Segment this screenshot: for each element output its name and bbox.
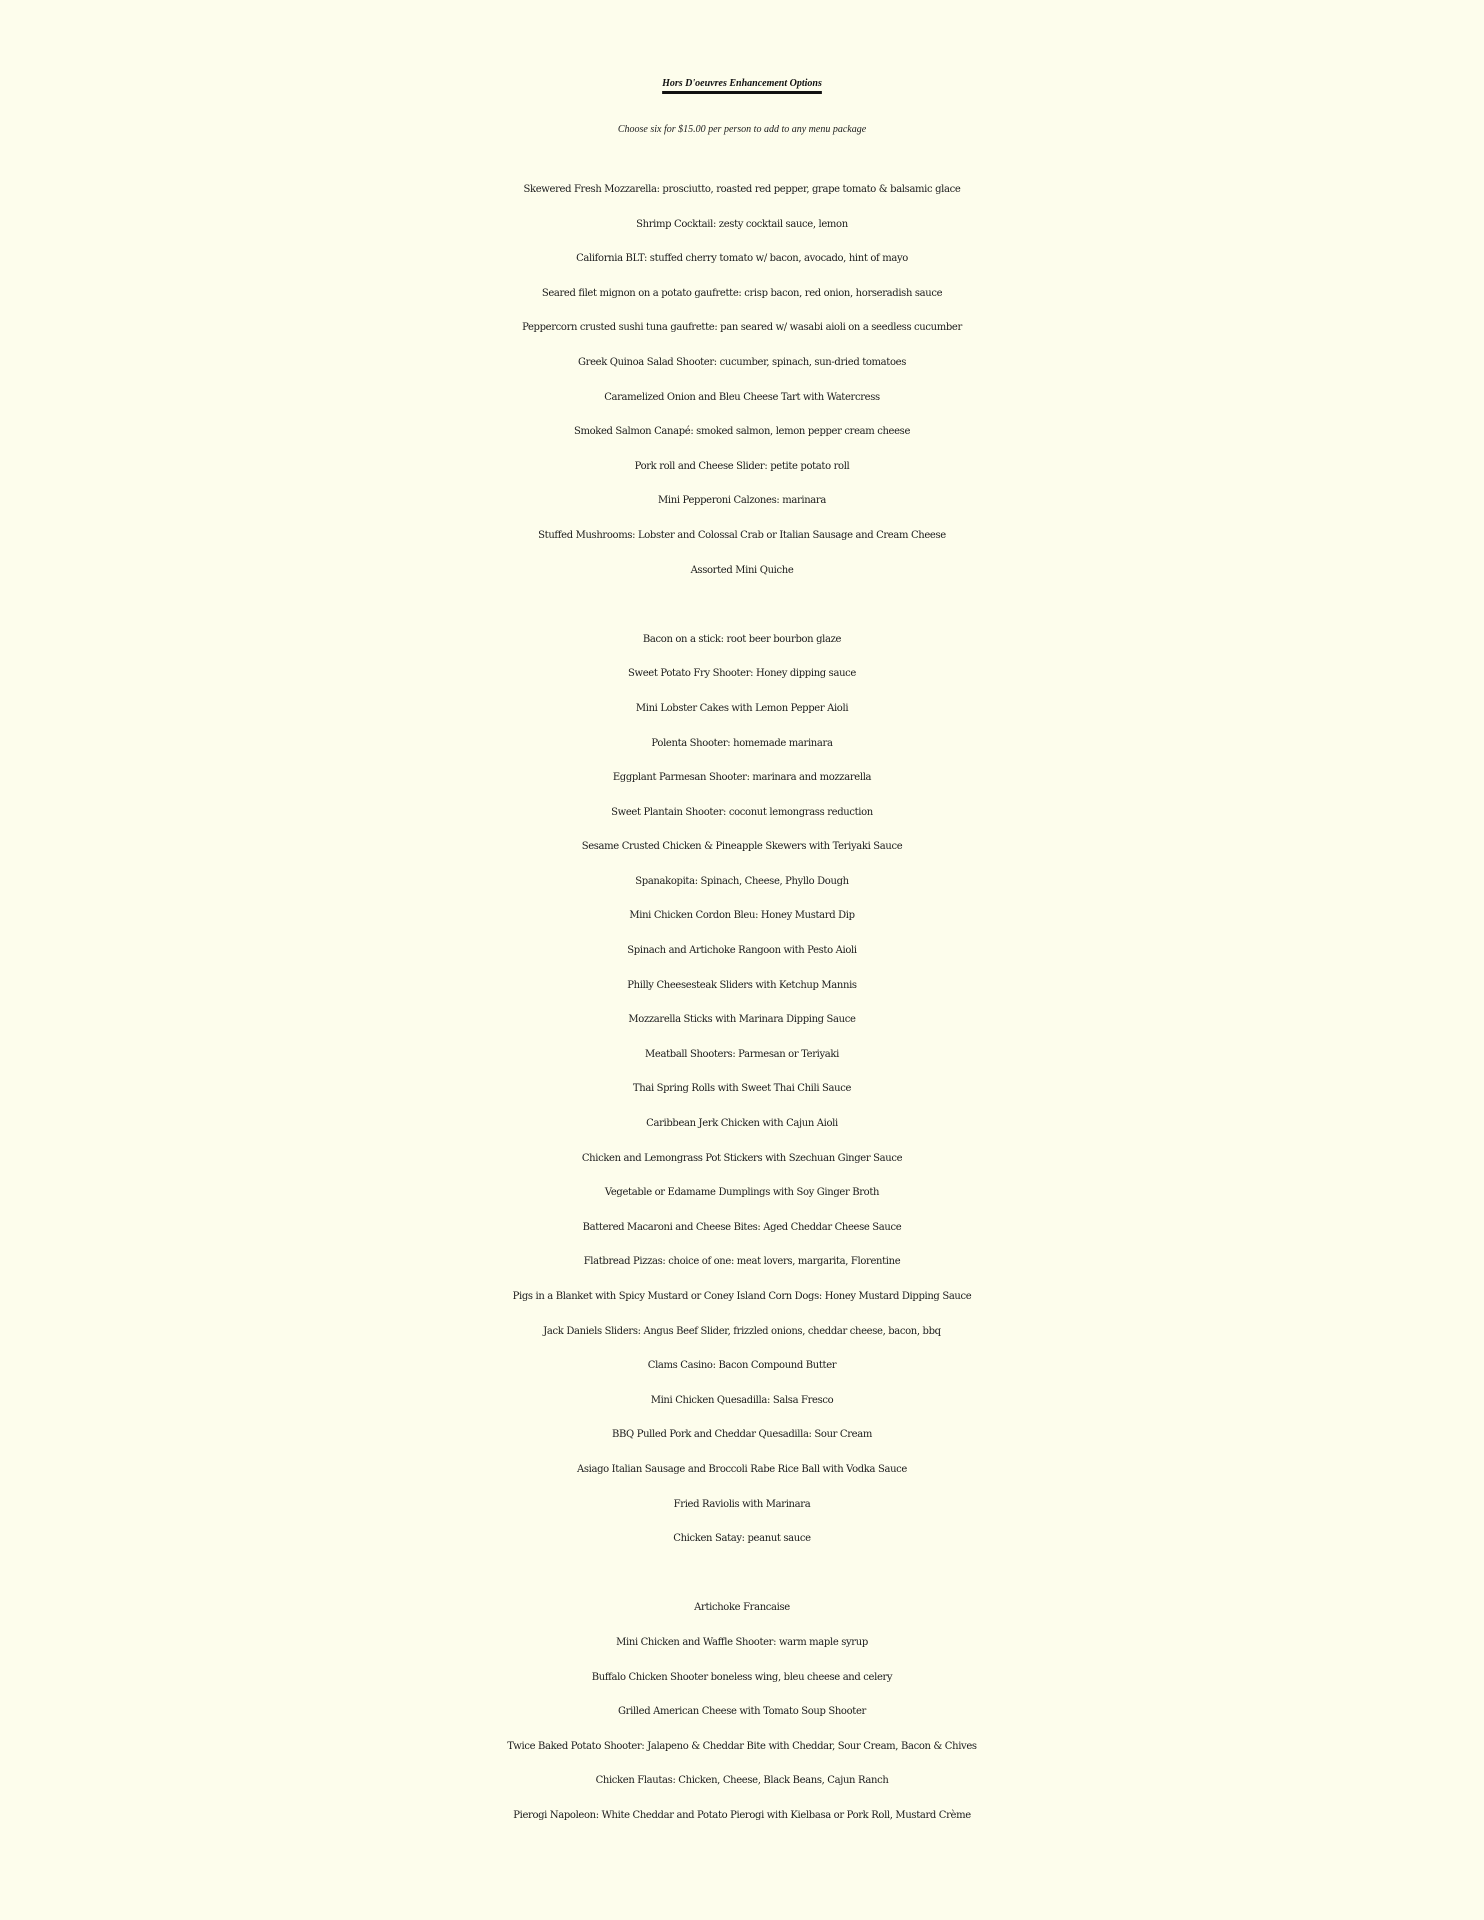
menu-item: Jack Daniels Sliders: Angus Beef Slider, frizzled onions, cheddar cheese, bacon, bbq bbox=[543, 1325, 941, 1337]
menu-item-list bbox=[0, 173, 1484, 1834]
menu-item: Caribbean Jerk Chicken with Cajun Aioli bbox=[646, 1118, 838, 1130]
menu-item: Pork roll and Cheese Slider: petite potato roll bbox=[634, 460, 850, 472]
menu-item: Meatball Shooters: Parmesan or Teriyaki bbox=[645, 1048, 839, 1060]
menu-item: Buffalo Chicken Shooter boneless wing, bleu cheese and celery bbox=[591, 1671, 893, 1683]
menu-item: Eggplant Parmesan Shooter: marinara and mozzarella bbox=[612, 772, 872, 784]
menu-item: Chicken Satay: peanut sauce bbox=[673, 1533, 811, 1545]
menu-item: Fried Raviolis with Marinara bbox=[673, 1498, 811, 1510]
menu-item: Skewered Fresh Mozzarella: prosciutto, roasted red pepper, grape tomato & balsamic glace bbox=[523, 184, 961, 195]
menu-item: Sweet Plantain Shooter: coconut lemongrass reduction bbox=[611, 806, 873, 818]
page-subtitle: Choose six for $15.00 per person to add to any menu package bbox=[617, 124, 867, 135]
menu-item: BBQ Pulled Pork and Cheddar Quesadilla: Sour Cream bbox=[612, 1429, 872, 1441]
menu-item: Asiago Italian Sausage and Broccoli Rabe Rice Ball with Vodka Sauce bbox=[577, 1463, 907, 1475]
menu-item: Smoked Salmon Canapé: smoked salmon, lemon pepper cream cheese bbox=[573, 426, 911, 438]
menu-item: Twice Baked Potato Shooter: Jalapeno & Cheddar Bite with Cheddar, Sour Cream, Bacon & Chives bbox=[507, 1740, 977, 1752]
section-spacer bbox=[0, 1557, 1484, 1592]
menu-item: Polenta Shooter: homemade marinara bbox=[651, 737, 833, 749]
menu-item: California BLT: stuffed cherry tomato w/ bacon, avocado, hint of mayo bbox=[576, 253, 908, 265]
menu-item: Mozzarella Sticks with Marinara Dipping Sauce bbox=[628, 1014, 856, 1026]
menu-item: Seared filet mignon on a potato gaufrette: crisp bacon, red onion, horseradish sauce bbox=[541, 287, 943, 299]
menu-item: Chicken and Lemongrass Pot Stickers with Szechuan Ginger Sauce bbox=[581, 1152, 903, 1164]
page-title bbox=[0, 60, 1484, 108]
menu-item: Artichoke Francaise bbox=[694, 1602, 790, 1614]
menu-item: Shrimp Cocktail: zesty cocktail sauce, lemon bbox=[636, 218, 848, 230]
menu-item: Clams Casino: Bacon Compound Butter bbox=[647, 1360, 837, 1372]
menu-item: Mini Lobster Cakes with Lemon Pepper Aioli bbox=[635, 702, 849, 714]
menu-item: Assorted Mini Quiche bbox=[690, 564, 794, 576]
menu-item: Mini Chicken Cordon Bleu: Honey Mustard Dip bbox=[629, 910, 855, 922]
menu-item: Philly Cheesesteak Sliders with Ketchup Mannis bbox=[627, 979, 857, 991]
menu-item: Battered Macaroni and Cheese Bites: Aged Cheddar Cheese Sauce bbox=[582, 1221, 902, 1233]
menu-item: Mini Chicken Quesadilla: Salsa Fresco bbox=[650, 1394, 834, 1406]
menu-item: Spanakopita: Spinach, Cheese, Phyllo Dough bbox=[635, 875, 849, 887]
menu-item: Spinach and Artichoke Rangoon with Pesto Aioli bbox=[627, 945, 857, 957]
menu-item: Vegetable or Edamame Dumplings with Soy Ginger Broth bbox=[604, 1187, 880, 1199]
menu-item: Greek Quinoa Salad Shooter: cucumber, spinach, sun-dried tomatoes bbox=[578, 356, 906, 368]
menu-item: Flatbread Pizzas: choice of one: meat lovers, margarita, Florentine bbox=[583, 1256, 901, 1268]
menu-item: Peppercorn crusted sushi tuna gaufrette: pan seared w/ wasabi aioli on a seedless cucumber bbox=[522, 322, 962, 334]
menu-item: Thai Spring Rolls with Sweet Thai Chili Sauce bbox=[632, 1083, 852, 1095]
menu-item: Stuffed Mushrooms: Lobster and Colossal Crab or Italian Sausage and Cream Cheese bbox=[538, 529, 946, 541]
menu-item: Sweet Potato Fry Shooter: Honey dipping sauce bbox=[628, 668, 856, 680]
menu-item: Pigs in a Blanket with Spicy Mustard or Coney Island Corn Dogs: Honey Mustard Dipping Sauce bbox=[512, 1291, 972, 1302]
menu-item: Sesame Crusted Chicken & Pineapple Skewers with Teriyaki Sauce bbox=[581, 841, 903, 853]
menu-item: Mini Pepperoni Calzones: marinara bbox=[658, 495, 826, 507]
page-title-text: Hors D'oeuvres Enhancement Options bbox=[662, 78, 822, 89]
menu-item: Mini Chicken and Waffle Shooter: warm maple syrup bbox=[616, 1636, 868, 1648]
section-spacer bbox=[0, 588, 1484, 623]
menu-item: Pierogi Napoleon: White Cheddar and Potato Pierogi with Kielbasa or Pork Roll, Mustard Crème bbox=[513, 1809, 971, 1821]
menu-item: Grilled American Cheese with Tomato Soup Shooter bbox=[618, 1706, 866, 1718]
menu-item: Caramelized Onion and Bleu Cheese Tart with Watercress bbox=[604, 391, 880, 403]
menu-item: Bacon on a stick: root beer bourbon glaze bbox=[642, 633, 842, 645]
menu-item: Chicken Flautas: Chicken, Cheese, Black Beans, Cajun Ranch bbox=[595, 1775, 889, 1787]
